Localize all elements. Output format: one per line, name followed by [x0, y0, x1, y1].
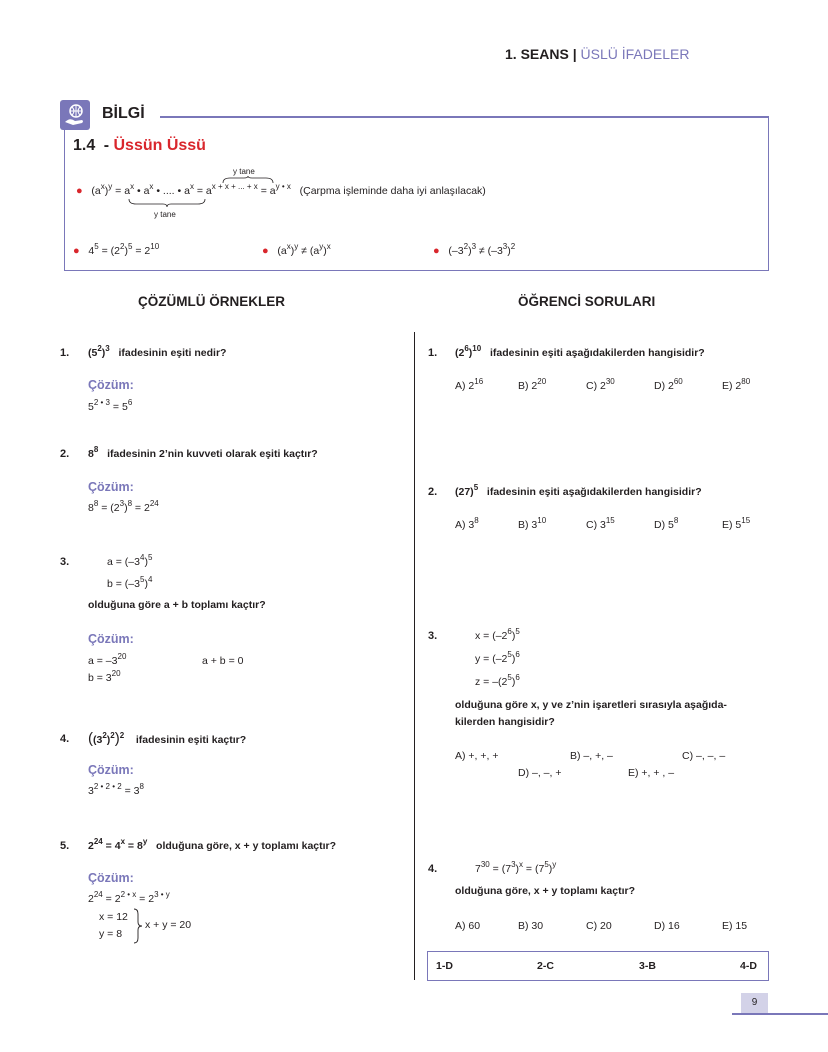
student-q1-option-b[interactable]: B) $2^{20}$: [518, 376, 547, 392]
solved-q4-number: 4.: [60, 733, 70, 745]
solved-q1-answer: $5^{2 • 3} = 5^6$: [88, 397, 133, 413]
topic-label: ÜSLÜ İFADELER: [580, 46, 690, 62]
solved-q5-sum: x + y = 20: [145, 919, 192, 931]
answer-3: 3-B: [639, 960, 656, 972]
solved-q5-y: y = 8: [99, 928, 123, 940]
solved-q1-text: $(5^2)^3$ ifadesinin eşiti nedir?: [88, 343, 227, 359]
student-q3-text-line2: kilerden hangisidir?: [455, 716, 555, 728]
student-q4-option-e[interactable]: E) 15: [722, 920, 748, 932]
brace-top: [222, 176, 274, 184]
student-q4-option-d[interactable]: D) 16: [654, 920, 680, 932]
answer-2: 2-C: [537, 960, 554, 972]
student-q1-option-c[interactable]: C) $2^{30}$: [586, 376, 615, 392]
answer-key-box: [427, 951, 769, 981]
solved-q5-text: $2^{24} = 4^x = 8^y$ olduğuna göre, x + y toplamı kaçtır?: [88, 836, 337, 852]
student-q3-option-e[interactable]: E) +, + , –: [628, 767, 675, 779]
solved-q3-a: $a = (-3^4)^5$: [107, 552, 153, 568]
student-q4-option-b[interactable]: B) 30: [518, 920, 544, 932]
brace-top-label: y tane: [233, 167, 255, 176]
solution-label-4: Çözüm:: [88, 763, 134, 777]
page-footer-line: [732, 1013, 828, 1015]
student-q2-text: $(27)^5$ ifadesinin eşiti aşağıdakilerden hangisidir?: [455, 482, 702, 498]
solved-q5-equation: $2^{24} = 2^{2 • x} = 2^{3 • y}$: [88, 889, 170, 905]
page-number-badge: [741, 993, 768, 1013]
right-column-title: ÖĞRENCİ SORULARI: [518, 294, 656, 309]
solved-q1-number: 1.: [60, 347, 70, 359]
section-title: Üssün Üssü: [113, 137, 206, 154]
student-q3-option-d[interactable]: D) –, –, +: [518, 767, 562, 779]
page-number: 9: [751, 997, 758, 1008]
solution-label-5: Çözüm:: [88, 871, 134, 885]
solved-q5-x: x = 12: [99, 911, 128, 923]
info-box-top-border: [160, 116, 769, 118]
section-heading: 1.4 - Üssün Üssü: [73, 137, 206, 154]
answer-1: 1-D: [436, 960, 453, 972]
solved-q4-answer: $3^{2 • 2 • 2} = 3^8$: [88, 781, 144, 797]
solution-label-3: Çözüm:: [88, 632, 134, 646]
info-example-2: ● $(a^x)^y \ne (a^y)^x$: [262, 241, 331, 257]
student-q3-z: $z = -(2^5)^6$: [475, 672, 520, 688]
student-q2-number: 2.: [428, 486, 438, 498]
student-q3-option-a[interactable]: A) +, +, +: [455, 750, 499, 762]
student-q4-option-a[interactable]: A) 60: [455, 920, 481, 932]
rule-formula: ● $(a^x)^y = a^x$ • $a^x$ • .... • $a^x = a^{x + x + ... + x} = a^{y • x}$ (Çarpma işleminde daha iyi anlaşılacak): [76, 181, 486, 197]
solved-q5-number: 5.: [60, 840, 70, 852]
solved-q5-brace: [133, 908, 143, 944]
solution-label-2: Çözüm:: [88, 480, 134, 494]
solved-q2-text: $8^8$ ifadesinin 2’nin kuvveti olarak eşiti kaçtır?: [88, 444, 318, 460]
student-q2-option-c[interactable]: C) $3^{15}$: [586, 515, 615, 531]
student-q2-option-d[interactable]: D) $5^8$: [654, 515, 679, 531]
info-icon: [60, 100, 90, 130]
student-q2-option-a[interactable]: A) $3^8$: [455, 515, 479, 531]
left-column-title: ÇÖZÜMLÜ ÖRNEKLER: [138, 294, 285, 309]
student-q3-option-b[interactable]: B) –, +, –: [570, 750, 613, 762]
session-label: 1. SEANS: [505, 46, 569, 62]
rule-note: (Çarpma işleminde daha iyi anlaşılacak): [299, 185, 486, 197]
column-divider: [414, 332, 415, 980]
solved-q3-a-value: $a = -3^{20}$: [88, 651, 127, 667]
solved-q2-answer: $8^8 = (2^3)^8 = 2^{24}$: [88, 498, 159, 514]
solved-q2-number: 2.: [60, 448, 70, 460]
info-example-1: ● $4^5 = (2^2)^5 = 2^{10}$: [73, 241, 160, 257]
info-example-3: ● $(-3^2)^3 \ne (-3^3)^2$: [433, 241, 516, 257]
student-q4-option-c[interactable]: C) 20: [586, 920, 612, 932]
student-q4-equation: $7^{30} = (7^3)^x = (7^5)^y$: [475, 859, 557, 875]
student-q1-text: $(2^6)^{10}$ ifadesinin eşiti aşağıdakilerden hangisidir?: [455, 343, 705, 359]
student-q4-text: olduğuna göre, x + y toplamı kaçtır?: [455, 885, 635, 897]
solved-q3-number: 3.: [60, 556, 70, 568]
student-q1-option-a[interactable]: A) $2^{16}$: [455, 376, 484, 392]
student-q3-option-c[interactable]: C) –, –, –: [682, 750, 726, 762]
student-q3-number: 3.: [428, 630, 438, 642]
student-q4-number: 4.: [428, 863, 438, 875]
student-q2-option-e[interactable]: E) $5^{15}$: [722, 515, 751, 531]
page-header: 1. SEANS | ÜSLÜ İFADELER: [505, 46, 690, 62]
student-q1-option-d[interactable]: D) $2^{60}$: [654, 376, 683, 392]
solved-q3-b-value: $b = 3^{20}$: [88, 668, 121, 684]
info-label: BİLGİ: [102, 105, 145, 122]
student-q3-y: $y = (-2^5)^6$: [475, 649, 520, 665]
brace-bottom: [128, 198, 206, 207]
student-q3-text-line1: olduğuna göre x, y ve z’nin işaretleri sırasıyla aşağıda-: [455, 699, 727, 711]
student-q3-x: $x = (-2^6)^5$: [475, 626, 520, 642]
solved-q4-text: $((3^2)^2)^2$ ifadesinin eşiti kaçtır?: [88, 730, 247, 747]
answer-4: 4-D: [740, 960, 757, 972]
brace-bottom-label: y tane: [154, 210, 176, 219]
student-q2-option-b[interactable]: B) $3^{10}$: [518, 515, 547, 531]
solved-q3-sum: a + b = 0: [202, 655, 244, 667]
solved-q3-text: olduğuna göre a + b toplamı kaçtır?: [88, 599, 266, 611]
solved-q3-b: $b = (-3^5)^4$: [107, 574, 153, 590]
student-q1-number: 1.: [428, 347, 438, 359]
solution-label-1: Çözüm:: [88, 378, 134, 392]
student-q1-option-e[interactable]: E) $2^{80}$: [722, 376, 751, 392]
